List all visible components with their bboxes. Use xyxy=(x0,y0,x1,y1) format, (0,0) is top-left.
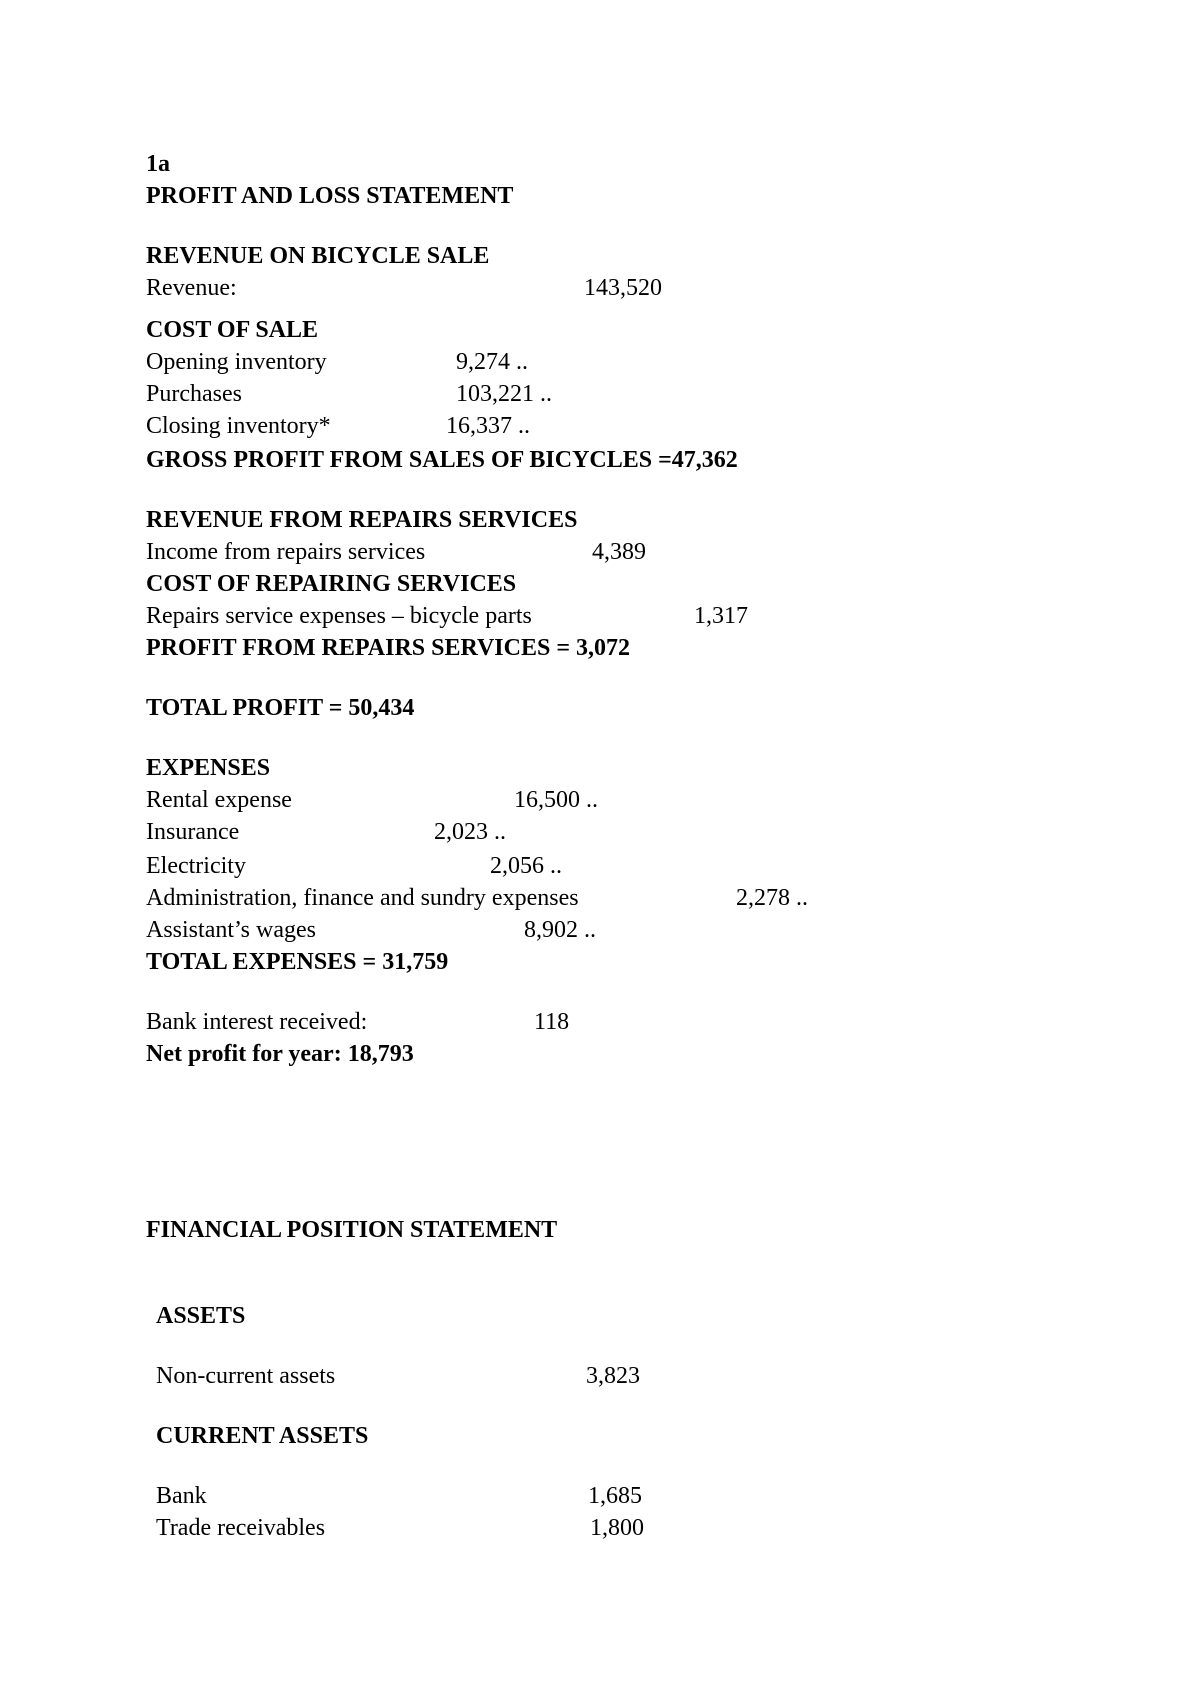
current-item-label: Bank xyxy=(156,1483,207,1509)
expense-value: 2,023 .. xyxy=(434,819,506,845)
cos-item-label: Closing inventory* xyxy=(146,413,331,439)
revenue-value: 143,520 xyxy=(584,275,662,301)
expenses-heading: EXPENSES xyxy=(146,755,271,781)
repairs-cost-heading: COST OF REPAIRING SERVICES xyxy=(146,571,517,597)
repairs-profit: PROFIT FROM REPAIRS SERVICES = 3,072 xyxy=(146,635,630,661)
repairs-cost-value: 1,317 xyxy=(694,603,748,629)
cos-item-value: 16,337 .. xyxy=(446,413,530,439)
expense-label: Electricity xyxy=(146,853,246,879)
interest-value: 118 xyxy=(534,1009,570,1035)
cos-item-value: 9,274 .. xyxy=(456,349,528,375)
assets-heading: ASSETS xyxy=(156,1303,246,1329)
current-assets-heading: CURRENT ASSETS xyxy=(156,1423,369,1449)
cos-heading: COST OF SALE xyxy=(146,317,319,343)
repairs-income-value: 4,389 xyxy=(592,539,646,565)
current-item-value: 1,800 xyxy=(590,1515,644,1541)
gross-profit: GROSS PROFIT FROM SALES OF BICYCLES =47,362 xyxy=(146,447,738,473)
expense-value: 8,902 .. xyxy=(524,917,596,943)
noncurrent-label: Non-current assets xyxy=(156,1363,336,1389)
expense-label: Insurance xyxy=(146,819,240,845)
noncurrent-value: 3,823 xyxy=(586,1363,640,1389)
expense-label: Administration, finance and sundry expenses xyxy=(146,885,579,911)
total-profit: TOTAL PROFIT = 50,434 xyxy=(146,695,415,721)
cos-item-label: Purchases xyxy=(146,381,242,407)
revenue-label: Revenue: xyxy=(146,275,237,301)
doc-label: 1a xyxy=(146,151,170,177)
cos-item-label: Opening inventory xyxy=(146,349,327,375)
revenue-heading: REVENUE ON BICYCLE SALE xyxy=(146,243,490,269)
expense-value: 2,056 .. xyxy=(490,853,562,879)
expense-value: 2,278 .. xyxy=(736,885,808,911)
interest-label: Bank interest received: xyxy=(146,1009,368,1035)
repairs-cost-label: Repairs service expenses – bicycle parts xyxy=(146,603,532,629)
expense-value: 16,500 .. xyxy=(514,787,598,813)
net-profit: Net profit for year: 18,793 xyxy=(146,1041,414,1067)
cos-item-value: 103,221 .. xyxy=(456,381,552,407)
repairs-income-label: Income from repairs services xyxy=(146,539,426,565)
total-expenses: TOTAL EXPENSES = 31,759 xyxy=(146,949,449,975)
fp-title: FINANCIAL POSITION STATEMENT xyxy=(146,1217,558,1243)
current-item-label: Trade receivables xyxy=(156,1515,326,1541)
pl-title: PROFIT AND LOSS STATEMENT xyxy=(146,183,514,209)
expense-label: Rental expense xyxy=(146,787,292,813)
current-item-value: 1,685 xyxy=(588,1483,642,1509)
repairs-heading: REVENUE FROM REPAIRS SERVICES xyxy=(146,507,578,533)
expense-label: Assistant’s wages xyxy=(146,917,316,943)
